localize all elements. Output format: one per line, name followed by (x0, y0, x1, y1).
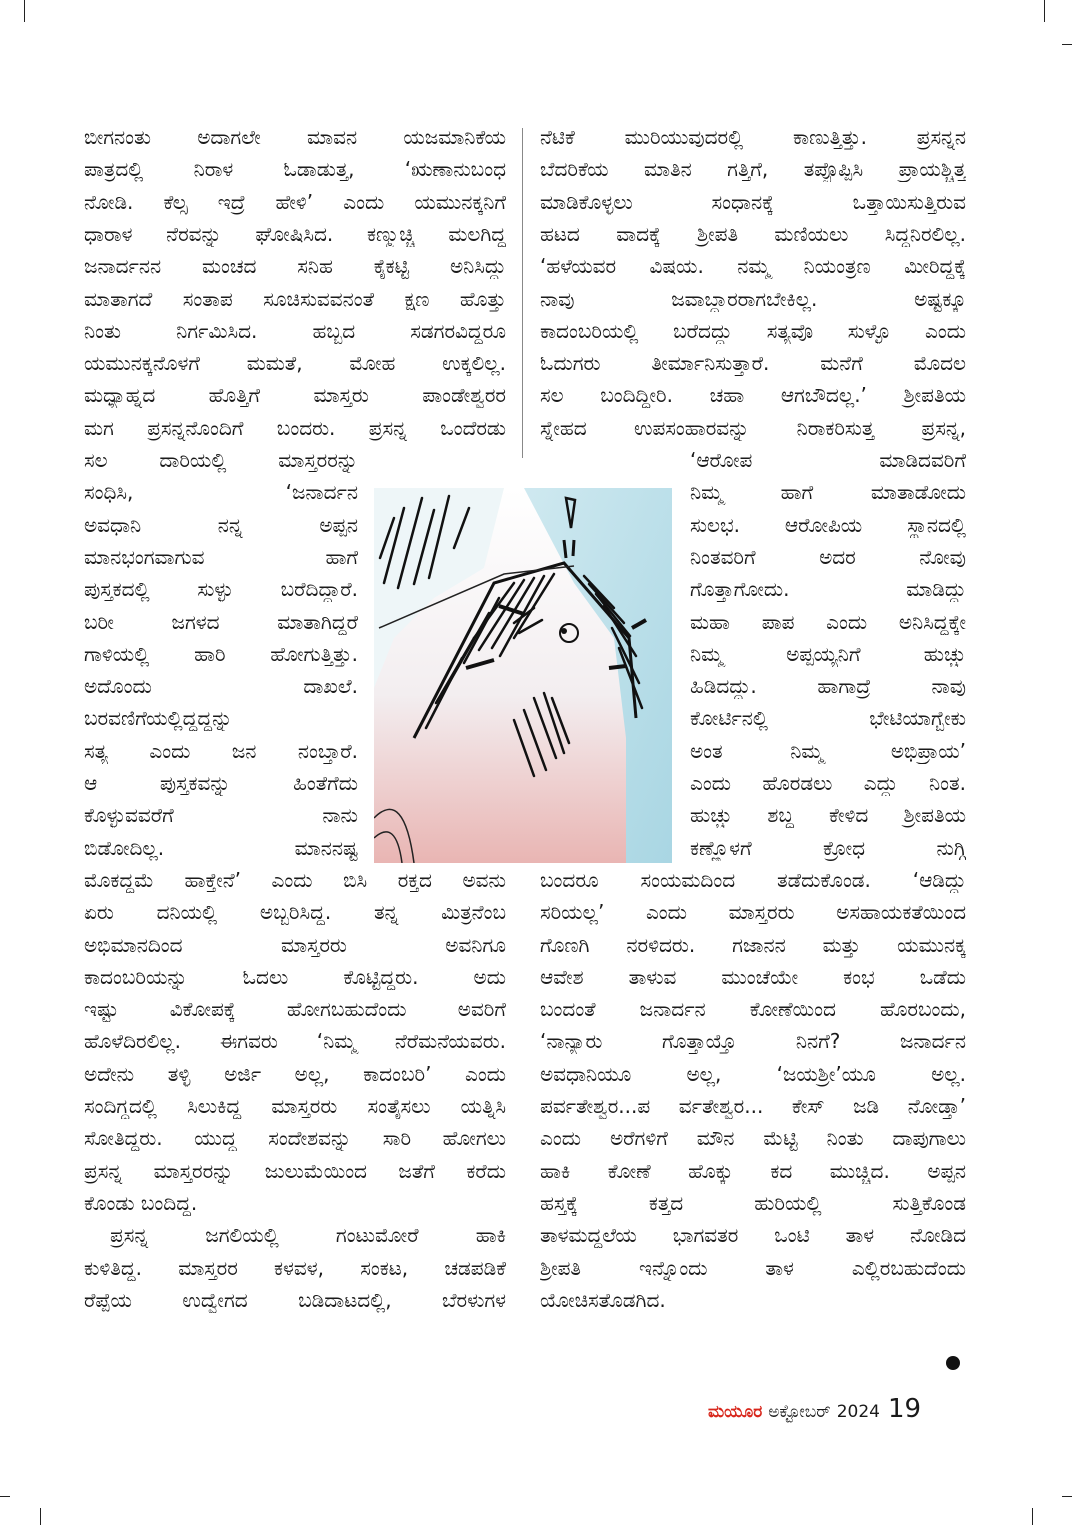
text-line: ಗಾಳಿಯಲ್ಲಿ ಹಾರಿ ಹೋಗುತ್ತಿತ್ತು. (84, 641, 358, 666)
text-line: ಆವೇಶ ತಾಳುವ ಮುಂಚೆಯೇ ಕಂಭ ಒಡೆದು (540, 964, 966, 989)
text-line: ಗೊತ್ತಾಗೋದು. ಮಾಡಿದ್ದು (690, 577, 966, 602)
text-line: ಯಮುನಕ್ಕನೊಳಗೆ ಮಮತೆ, ಮೋಹ ಉಕ್ಕಲಿಲ್ಲ. (84, 351, 506, 376)
text-line: ಎಂದು ಹೊರಡಲು ಎದ್ದು ನಿಂತ. (690, 771, 966, 795)
text-line: ಸಲ ಬಂದಿದ್ದೀರಿ. ಚಹಾ ಆಗಬೌದಲ್ಲ.’ ಶ್ರೀಪತಿಯ (540, 383, 966, 408)
text-line: ‘ಆರೋಪ ಮಾಡಿದವರಿಗೆ (690, 448, 966, 472)
text-line: ಕಣ್ಣೊಳಗೆ ಕ್ರೋಧ ನುಗ್ಗಿ (690, 835, 966, 860)
text-line: ಕೊಂಡು ಬಂದಿದ್ದ. (84, 1190, 198, 1215)
text-line: ಕೋರ್ಟಿನಲ್ಲಿ ಭೇಟಿಯಾಗ್ಬೇಕು (690, 706, 966, 731)
text-line: ಮಾತಾಗದೆ ಸಂತಾಪ ಸೂಚಿಸುವವನಂತೆ ಕ್ಷಣ ಹೊತ್ತು (84, 286, 506, 311)
crop-mark-top-right (1044, 0, 1045, 22)
text-line: ಬಿಡೋದಿಲ್ಲ. ಮಾನನಷ್ಟ (84, 835, 358, 860)
crop-mark-top-right-edge (1062, 44, 1072, 45)
text-line: ಅವಧಾನಿಯೂ ಅಲ್ಲ, ‘ಜಯಶ್ರೀ’ಯೂ ಅಲ್ಲ. (540, 1061, 966, 1086)
text-line: ಅವಧಾನಿ ನನ್ನ ಅಪ್ಪನ (84, 512, 358, 537)
text-line: ನಾವು ಜವಾಬ್ದಾರರಾಗಬೇಕಿಲ್ಲ. ಅಷ್ಟಕ್ಕೂ (540, 286, 966, 311)
text-line: ಅದೇನು ತಳ್ಳಿ ಅರ್ಜಿ ಅಲ್ಲ, ಕಾದಂಬರಿ’ ಎಂದು (84, 1061, 506, 1086)
text-line: ಸರಿಯಲ್ಲ’ ಎಂದು ಮಾಸ್ತರರು ಅಸಹಾಯಕತೆಯಿಂದ (540, 900, 966, 925)
text-line: ಹುಚ್ಚು ಶಬ್ದ ಕೇಳಿದ ಶ್ರೀಪತಿಯ (690, 803, 966, 828)
text-line: ರೆಪ್ಪೆಯ ಉದ್ವೇಗದ ಬಡಿದಾಟದಲ್ಲಿ, ಬೆರಳುಗಳ (84, 1287, 506, 1312)
text-line: ಹಾಕಿ ಕೋಣೆ ಹೊಕ್ಕು ಕದ ಮುಚ್ಚಿದ. ಅಪ್ಪನ (540, 1158, 966, 1183)
text-line: ಮಧ್ಯಾಹ್ನದ ಹೊತ್ತಿಗೆ ಮಾಸ್ತರು ಪಾಂಡೇಶ್ವರರ (84, 383, 506, 408)
text-line: ಮಗ ಪ್ರಸನ್ನನೊಂದಿಗೆ ಬಂದರು. ಪ್ರಸನ್ನ ಒಂದೆರಡು (84, 415, 506, 440)
text-line: ‘ಹಳೆಯವರ ವಿಷಯ. ನಮ್ಮ ನಿಯಂತ್ರಣ ಮೀರಿದ್ದಕ್ಕೆ (540, 254, 966, 279)
page-number: 19 (888, 1394, 922, 1424)
text-line: ಬಂದರೂ ಸಂಯಮದಿಂದ ತಡೆದುಕೊಂಡ. ‘ಆಡಿದ್ದು (540, 867, 966, 892)
text-line: ನೆಟಿಕೆ ಮುರಿಯುವುದರಲ್ಲಿ ಕಾಣುತ್ತಿತ್ತು. ಪ್ರಸನ್ನನ (540, 125, 966, 149)
text-line: ಬರೀ ಜಗಳದ ಮಾತಾಗಿದ್ದರೆ (84, 609, 358, 634)
magazine-name: ಮಯೂರ (708, 1402, 763, 1422)
text-line: ಪುಸ್ತಕದಲ್ಲಿ ಸುಳ್ಳು ಬರೆದಿದ್ದಾರೆ. (84, 577, 358, 602)
text-line: ಹಟದ ವಾದಕ್ಕೆ ಶ್ರೀಪತಿ ಮಣಿಯಲು ಸಿದ್ಧನಿರಲಿಲ್ಲ. (540, 221, 966, 246)
text-line: ಮಾಡಿಕೊಳ್ಳಲು ಸಂಧಾನಕ್ಕೆ ಒತ್ತಾಯಿಸುತ್ತಿರುವ (540, 189, 966, 214)
text-line: ಹಿಡಿದದ್ದು. ಹಾಗಾದ್ರೆ ನಾವು (690, 674, 966, 699)
text-line: ಇಷ್ಟು ವಿಕೋಪಕ್ಕೆ ಹೋಗಬಹುದೆಂದು ಅವರಿಗೆ (84, 997, 506, 1022)
text-line: ಪಾತ್ರದಲ್ಲಿ ನಿರಾಳ ಓಡಾಡುತ್ತ, ‘ಋಣಾನುಬಂಧ (84, 157, 506, 182)
page-footer (708, 1394, 968, 1428)
text-line: ಬಂದಂತೆ ಜನಾರ್ದನ ಕೋಣೆಯಿಂದ ಹೊರಬಂದು, (540, 997, 966, 1022)
text-line: ಶ್ರೀಪತಿ ಇನ್ನೊಂದು ತಾಳ ಎಲ್ಲಿರಬಹುದೆಂದು (540, 1255, 966, 1280)
text-line: ಮೊಕದ್ದಮೆ ಹಾಕ್ತೇನೆ’ ಎಂದು ಬಿಸಿ ರಕ್ತದ ಅವನು (84, 867, 506, 892)
text-line: ನೋಡಿ. ಕೆಲ್ಸ ಇದ್ರೆ ಹೇಳಿ’ ಎಂದು ಯಮುನಕ್ಕನಿಗೆ (84, 189, 506, 214)
text-line: ‘ನಾನ್ಯಾರು ಗೊತ್ತಾಯ್ತೊ ನಿನಗೆ? ಜನಾರ್ದನ (540, 1029, 966, 1054)
text-line: ಬೆದರಿಕೆಯ ಮಾತಿನ ಗತ್ತಿಗೆ, ತಪ್ಪೊಪ್ಪಿಸಿ ಪ್ರಾಯಶ್ಚಿತ್ತ (540, 157, 966, 182)
crop-mark-bottom-right (1062, 1496, 1072, 1497)
text-line: ಸಂಧಿಸಿ, ‘ಜನಾರ್ದನ (84, 480, 358, 505)
text-line: ಅದೊಂದು ದಾಖಲೆ. (84, 674, 358, 699)
text-line: ಸಂದಿಗ್ಧದಲ್ಲಿ ಸಿಲುಕಿದ್ದ ಮಾಸ್ತರರು ಸಂತೈಸಲು ಯತ್ನಿಸಿ (84, 1094, 506, 1118)
crop-mark-top-left (24, 0, 25, 22)
text-line: ಓದುಗರು ತೀರ್ಮಾನಿಸುತ್ತಾರೆ. ಮನೆಗೆ ಮೊದಲ (540, 351, 966, 376)
text-line: ಏರು ದನಿಯಲ್ಲಿ ಅಬ್ಬರಿಸಿದ್ದ. ತನ್ನ ಮಿತ್ರನೆಂಬ (84, 900, 506, 925)
text-line: ನಿಮ್ಮ ಅಪ್ಪಯ್ಯನಿಗೆ ಹುಚ್ಚು (690, 641, 966, 666)
text-line: ಕುಳಿತಿದ್ದ. ಮಾಸ್ತರರ ಕಳವಳ, ಸಂಕಟ, ಚಡಪಡಿಕೆ (84, 1255, 506, 1280)
text-line: ಅಂತ ನಿಮ್ಮ ಅಭಿಪ್ರಾಯ’ (690, 738, 966, 763)
crop-mark-bottom-right-v (1032, 1508, 1033, 1525)
crop-mark-bottom-left (0, 1496, 10, 1497)
text-line: ತಾಳಮದ್ದಲೆಯ ಭಾಗವತರ ಒಂಟಿ ತಾಳ ನೋಡಿದ (540, 1223, 966, 1248)
text-line: ಸುಲಭ. ಆರೋಪಿಯ ಸ್ಥಾನದಲ್ಲಿ (690, 512, 966, 537)
issue-year: 2024 (836, 1402, 880, 1422)
text-line: ಗೊಣಗಿ ನರಳಿದರು. ಗಜಾನನ ಮತ್ತು ಯಮುನಕ್ಕ (540, 932, 966, 957)
text-line: ಜನಾರ್ದನನ ಮಂಚದ ಸನಿಹ ಕೈಕಟ್ಟಿ ಅನಿಸಿದ್ದು (84, 254, 506, 279)
text-line: ಧಾರಾಳ ನೆರವನ್ನು ಘೋಷಿಸಿದ. ಕಣ್ಮುಚ್ಚಿ ಮಲಗಿದ್ದ (84, 221, 506, 246)
text-line: ಮಹಾ ಪಾಪ ಎಂದು ಅನಿಸಿದ್ದಕ್ಕೇ (690, 609, 966, 634)
text-line: ನಿಮ್ಮ ಹಾಗೆ ಮಾತಾಡೋದು (690, 480, 966, 505)
end-of-story-bullet (946, 1356, 960, 1370)
text-line: ಬರವಣಿಗೆಯಲ್ಲಿದ್ದದ್ದನ್ನು (84, 706, 233, 731)
column-divider (522, 128, 523, 458)
text-line: ಮಾನಭಂಗವಾಗುವ ಹಾಗೆ (84, 544, 358, 569)
text-line: ಬೀಗನಂತು ಅದಾಗಲೇ ಮಾವನ ಯಜಮಾನಿಕೆಯ (84, 125, 506, 149)
crop-mark-bottom-left-v (40, 1508, 41, 1525)
text-line: ನಿಂತು ನಿರ್ಗಮಿಸಿದ. ಹಬ್ಬದ ಸಡಗರವಿದ್ದರೂ (84, 318, 506, 343)
text-line: ಆ ಪುಸ್ತಕವನ್ನು ಹಿಂತೆಗೆದು (84, 771, 358, 795)
text-line: ಹಸ್ತಕ್ಕೆ ಕತ್ತದ ಹುರಿಯಲ್ಲಿ ಸುತ್ತಿಕೊಂಡ (540, 1190, 966, 1215)
text-line: ಹೊಳೆದಿರಲಿಲ್ಲ. ಈಗವರು ‘ನಿಮ್ಮ ನೆರೆಮನೆಯವರು. (84, 1029, 506, 1054)
text-line: ಕಾದಂಬರಿಯನ್ನು ಓದಲು ಕೊಟ್ಟಿದ್ದರು. ಅದು (84, 964, 506, 989)
text-line: ನಿಂತವರಿಗೆ ಅದರ ನೋವು (690, 544, 966, 569)
text-line: ಸಲ ದಾರಿಯಲ್ಲಿ ಮಾಸ್ತರರನ್ನು (84, 448, 358, 472)
text-line: ಯೋಚಿಸತೊಡಗಿದ. (540, 1287, 666, 1312)
issue-month: ಅಕ್ಟೋಬರ್ (768, 1402, 831, 1422)
text-line: ಸೋತಿದ್ದರು. ಯುದ್ಧ ಸಂದೇಶವನ್ನು ಸಾರಿ ಹೋಗಲು (84, 1126, 506, 1151)
text-line: ಸತ್ಯ ಎಂದು ಜನ ನಂಬ್ತಾರೆ. (84, 738, 358, 763)
text-line: ಅಭಿಮಾನದಿಂದ ಮಾಸ್ತರರು ಅವನಿಗೂ (84, 932, 506, 957)
text-line: ಎಂದು ಅರೆಗಳಿಗೆ ಮೌನ ಮೆಟ್ಟಿ ನಿಂತು ದಾಪುಗಾಲು (540, 1126, 966, 1151)
text-line: ಕಾದಂಬರಿಯಲ್ಲಿ ಬರೆದದ್ದು ಸತ್ಯವೊ ಸುಳ್ಳೊ ಎಂದು (540, 318, 966, 343)
text-line: ಕೊಳ್ಳುವವರೆಗೆ ನಾನು (84, 803, 358, 828)
text-line: ಪರ್ವತೇಶ್ವರ...ಪ ರ್ವತೇಶ್ವರ... ಕೇಸ್ ಜಡಿ ನೋಡ್ತಾ’ (540, 1094, 966, 1118)
text-line: ಪ್ರಸನ್ನ ಮಾಸ್ತರರನ್ನು ಜುಲುಮೆಯಿಂದ ಜತೆಗೆ ಕರೆದು (84, 1158, 506, 1183)
illustration-sketch (374, 488, 672, 863)
text-line: ಸ್ನೇಹದ ಉಪಸಂಹಾರವನ್ನು ನಿರಾಕರಿಸುತ್ತ ಪ್ರಸನ್ನ, (540, 415, 966, 440)
text-line: ಪ್ರಸನ್ನ ಜಗಲಿಯಲ್ಲಿ ಗಂಟುಮೋರೆ ಹಾಕಿ (110, 1223, 506, 1248)
story-illustration (374, 488, 672, 863)
